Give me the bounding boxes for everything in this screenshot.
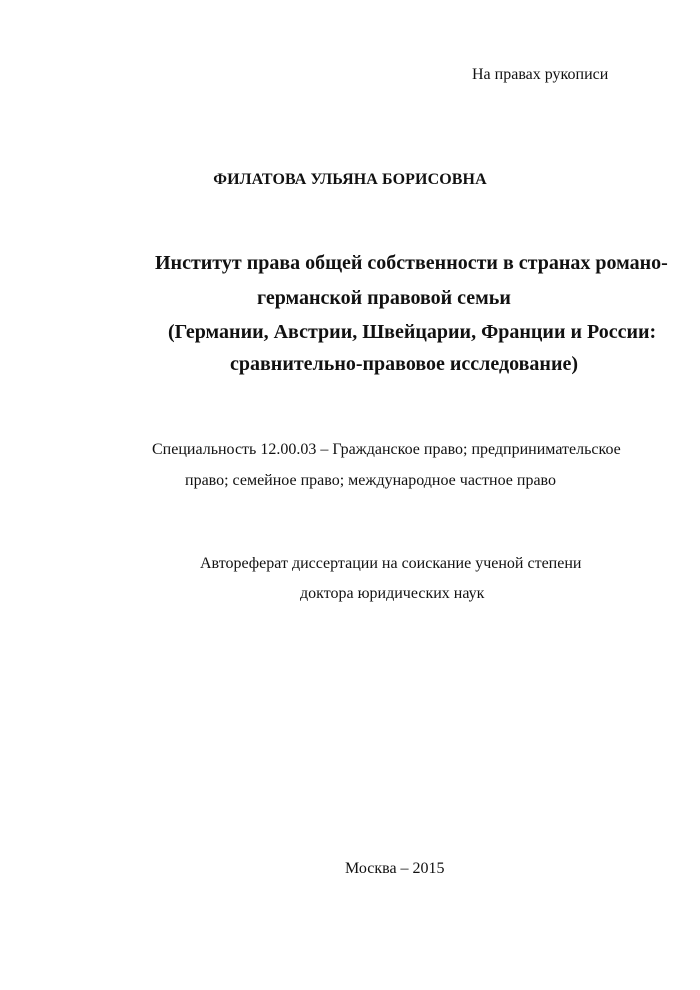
abstract-line-2: доктора юридических наук: [300, 585, 485, 602]
title-line-4: сравнительно-правовое исследование): [230, 353, 578, 375]
title-line-3: (Германии, Австрии, Швейцарии, Франции и России:: [168, 321, 657, 343]
title-line-2: германской правовой семьи: [257, 287, 511, 309]
title-line-1: Институт права общей собственности в странах романо-: [155, 252, 668, 274]
manuscript-rights-note: На правах рукописи: [472, 66, 609, 83]
place-and-year: Москва – 2015: [345, 860, 445, 877]
specialty-line-1: Специальность 12.00.03 – Гражданское право; предпринимательское: [152, 441, 621, 458]
author-name: ФИЛАТОВА УЛЬЯНА БОРИСОВНА: [213, 171, 487, 188]
abstract-line-1: Автореферат диссертации на соискание ученой степени: [200, 555, 582, 572]
specialty-line-2: право; семейное право; международное частное право: [185, 472, 556, 489]
